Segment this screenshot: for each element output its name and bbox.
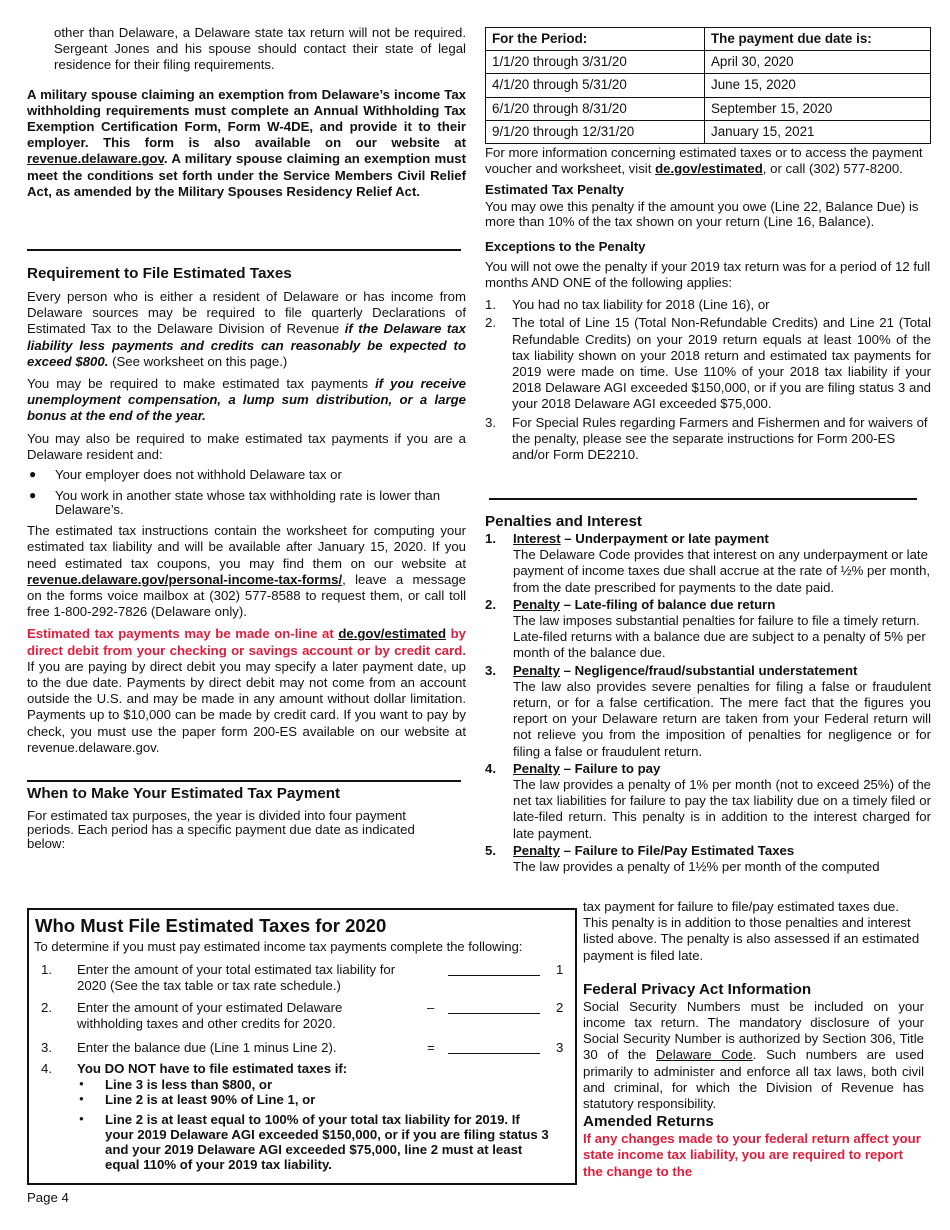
revenue-link[interactable]: revenue.delaware.gov (27, 151, 164, 167)
military-spouse-paragraph: A military spouse claiming an exemption from Delaware’s income Tax withholding requirements must complete an Annual Withholding Tax Exemption Certification Form, Form W-4DE, and provide it to their employer. This form is also available on our website at revenue.delaware.gov. A military spouse claiming an exemption must meet the conditions set forth under the Service Members Civil Relief Act, as amended by the Military Spouses Residency Relief Act. (27, 86, 466, 199)
line-2-input[interactable] (448, 1013, 540, 1014)
right-column (485, 145, 931, 463)
list-item: 1. You had no tax liability for 2018 (Line 16), or (485, 297, 770, 313)
item-4: 4. You DO NOT have to file estimated taxes if: ● Line 3 is less than $800, or ● Line 2 is at least 90% of Line 1, or ● Line 2 is at least equal to 100% of your total tax liability for 2019. If your 2019 Delaware AGI exceeded $150,000, or if you are filing status 3 and your 2019 Delaware AGI exceeded $75,000, line 2 must at least equal 110% of your 2019 tax liability. (41, 1061, 551, 1172)
exceptions-intro: You will not owe the penalty if your 2019 tax return was for a period of 12 full months AND ONE of the following applies: (485, 258, 931, 291)
info-paragraph: For more information concerning estimated taxes or to access the payment voucher and worksheet, visit de.gov/estimated, or call (302) 577-8200. (485, 145, 923, 177)
bullet-icon: ● (79, 1114, 84, 1124)
when-heading: When to Make Your Estimated Tax Payment (27, 785, 341, 802)
bullet-icon: ● (79, 1094, 84, 1104)
penalty-item: 4. Penalty – Failure to pay The law provides a penalty of 1% per month (not to exceed 25%) of the net tax liabilities for failure to pay the tax liability due on a timely filed or late-filed return. This penalty is in addition to the interest charged for late payment. (485, 760, 931, 841)
who-must-file-box: Who Must File Estimated Taxes for 2020 To determine if you must pay estimated income tax payments complete the following: 1. Enter the amount of your total estimated tax liability for 2020 (See the tax table or tax rate schedule.) 1 2. Enter the amount of your estimated Delaware withholding taxes and other credits for 2020. – 2 3. Enter the balance due (Line 1 minus Line 2). = 3 4. You DO NOT have to file estimated taxes if: ● Line 3 is less than $800, or ● Line 2 is at least 90% of Line 1, or ● Line 2 is at least equal to 100% of your total tax liability for 2019. If your 2019 Delaware AGI exceeded $150,000, or if you are filing status 3 and your 2019 Delaware AGI exceeded $75,000, line 2 must at least equal 110% of your 2019 tax liability. (27, 908, 577, 1185)
table-row: 4/1/20 through 5/31/20 June 15, 2020 (486, 74, 931, 97)
table-header-row (486, 28, 931, 51)
list-item: ● You work in another state whose tax withholding rate is lower than Delaware’s. (29, 488, 441, 518)
bullet-icon: ● (79, 1079, 84, 1089)
table-row: 1/1/20 through 3/31/20 April 30, 2020 (486, 51, 931, 74)
due-date-table (485, 27, 931, 144)
list-item: ● Your employer does not withhold Delaware tax or (29, 467, 342, 483)
bullet-icon: ● (29, 488, 37, 503)
exceptions-heading: Exceptions to the Penalty (485, 238, 646, 254)
left-column (27, 25, 466, 200)
list-item: ● Line 2 is at least equal to 100% of your total tax liability for 2019. If your 2019 Delaware AGI exceeded $150,000, or if you are filing status 3 and your 2019 Delaware AGI exceeded $75,000, line 2 must at least equal 110% of your 2019 tax liability. (79, 1112, 549, 1173)
when-paragraph: For estimated tax purposes, the year is divided into four payment periods. Each period has a specific payment due date as indicated below: (27, 808, 415, 851)
privacy-paragraph: Social Security Numbers must be included on your income tax return. The mandatory disclosure of your Social Security Number is authorized by Section 306, Title 30 of the Delaware Code. Such numbers are used primarily to administer and enforce all tax laws, both civil and criminal, for which the Division of Revenue has statutory responsibility. (583, 998, 924, 1112)
column-header: For the Period: (486, 28, 705, 51)
penalty-item: 3. Penalty – Negligence/fraud/substantial understatement The law also provides severe penalties for filing a false or fraudulent return, or for a false certification. The mere fact that the figures you report on your Delaware return are taken from your Federal return will not relieve you from the imposition of penalties for negligence or for filing a false or fraudulent return. (485, 662, 931, 759)
list-item: 2. The total of Line 15 (Total Non-Refundable Credits) and Line 21 (Total Refundable Credits) on your 2019 return equals at least 100% of the tax liability shown on your 2018 return and estimated tax payments for 2019 were made on time. Use 110% of your 2018 tax liability if your 2018 Delaware AGI exceeded $150,000, or if you are filing status 3 and your 2018 Delaware AGI exceeded $75,000. (485, 315, 931, 412)
estimated-link[interactable]: de.gov/estimated (655, 161, 763, 177)
bullet-list (27, 467, 466, 517)
penalty-item: 2. Penalty – Late-filing of balance due return The law imposes substantial penalties for failure to file a timely return. Late-filed returns with a balance due are subject to a penalty of 5% per month of the balance due. (485, 596, 926, 661)
privacy-heading: Federal Privacy Act Information (583, 980, 812, 998)
intro-paragraph: other than Delaware, a Delaware state tax return will not be required. Sergeant Jones and his spouse should contact their state of legal residence for their filing requirements. (54, 25, 466, 73)
box-intro: To determine if you must pay estimated income tax payments complete the following: (34, 939, 523, 954)
list-item: 3. For Special Rules regarding Farmers and Fishermen and for waivers of the penalty, please see the separate instructions for Form 200-ES and/or Form DE2210. (485, 414, 928, 463)
penalty-item: 5. Penalty – Failure to File/Pay Estimated Taxes The law provides a penalty of 1½% per month of the computed (485, 842, 880, 875)
exceptions-list (485, 297, 931, 463)
table-row: 9/1/20 through 12/31/20 January 15, 2021 (486, 120, 931, 143)
list-item: ● Line 3 is less than $800, or (79, 1077, 273, 1093)
bullet-icon: ● (29, 467, 37, 482)
box-title: Who Must File Estimated Taxes for 2020 (35, 915, 387, 936)
requirement-paragraph-1: Every person who is either a resident of Delaware or has income from Delaware sources may be required to file quarterly Declarations of Estimated Tax to the Delaware Division of Revenue if the Delaware tax liability less payments and credits can reasonably be expected to exceed $800. (See worksheet on this page.) (27, 289, 466, 369)
requirement-paragraph-3: You may also be required to make estimated tax payments if you are a Delaware resident and: (27, 430, 466, 462)
right-lower-column (583, 899, 924, 1180)
column-header: The payment due date is: (705, 28, 931, 51)
line-1-input[interactable] (448, 975, 540, 976)
requirement-section (27, 265, 466, 756)
page-number: Page 4 (27, 1190, 69, 1205)
online-payment-paragraph: Estimated tax payments may be made on-line at de.gov/estimated by direct debit from your checking or savings account or by credit card. If you are paying by direct debit you may specify a later payment date, up to the due date. Payments by direct debit may not come from an account outside the U.S. and may be made in any amount without dollar limitation. Payments up to $10,000 can be made by credit card. If you want to pay by check, you must use the paper form 200-ES available on our website at revenue.delaware.gov. (27, 626, 466, 755)
penalty-5-continued: tax payment for failure to file/pay estimated taxes due. This penalty is in addition to those penalties and interest listed above. The penalty is also assessed if an estimated payment is filed late. (583, 899, 920, 963)
due-date-table-wrap (485, 27, 931, 144)
section-divider (27, 249, 461, 251)
penalty-paragraph: You may owe this penalty if the amount you owe (Line 22, Balance Due) is more than 10% of the tax shown on your return (Line 16, Balance). (485, 198, 919, 229)
table-row: 6/1/20 through 8/31/20 September 15, 2020 (486, 97, 931, 120)
amended-heading: Amended Returns (583, 1113, 714, 1131)
section-divider (27, 780, 461, 782)
penalties-heading: Penalties and Interest (485, 513, 642, 530)
line-3-input[interactable] (448, 1053, 540, 1054)
instructions-paragraph: The estimated tax instructions contain the worksheet for computing your estimated tax liability and will be available after January 15, 2020. If you need estimated tax coupons, you may find them on our website at revenue.delaware.gov/personal-income-tax-forms/, leave a message on the forms voice mailbox at (302) 577-8588 to request them, or call toll free 1-800-292-7826 (Delaware only). (27, 523, 466, 620)
requirement-heading: Requirement to File Estimated Taxes (27, 265, 292, 282)
delaware-code-link[interactable]: Delaware Code (655, 1047, 753, 1063)
penalty-heading: Estimated Tax Penalty (485, 182, 625, 198)
section-divider (489, 498, 917, 500)
forms-link[interactable]: revenue.delaware.gov/personal-income-tax-forms/ (27, 571, 343, 587)
amended-paragraph: If any changes made to your federal return affect your state income tax liability, you are required to report the change to the (583, 1131, 921, 1179)
list-item: ● Line 2 is at least 90% of Line 1, or (79, 1092, 316, 1108)
penalties-section (485, 513, 931, 875)
penalty-item: 1. Interest – Underpayment or late payment The Delaware Code provides that interest on any underpayment or late payment of income taxes due shall accrue at the rate of ½% per month, from the date prescribed for payments to the date paid. (485, 531, 931, 595)
requirement-paragraph-2: You may be required to make estimated tax payments if you receive unemployment compensation, a lump sum distribution, or a large bonus at the end of the year. (27, 376, 466, 424)
when-section (27, 785, 447, 851)
estimated-link[interactable]: de.gov/estimated (338, 626, 447, 642)
